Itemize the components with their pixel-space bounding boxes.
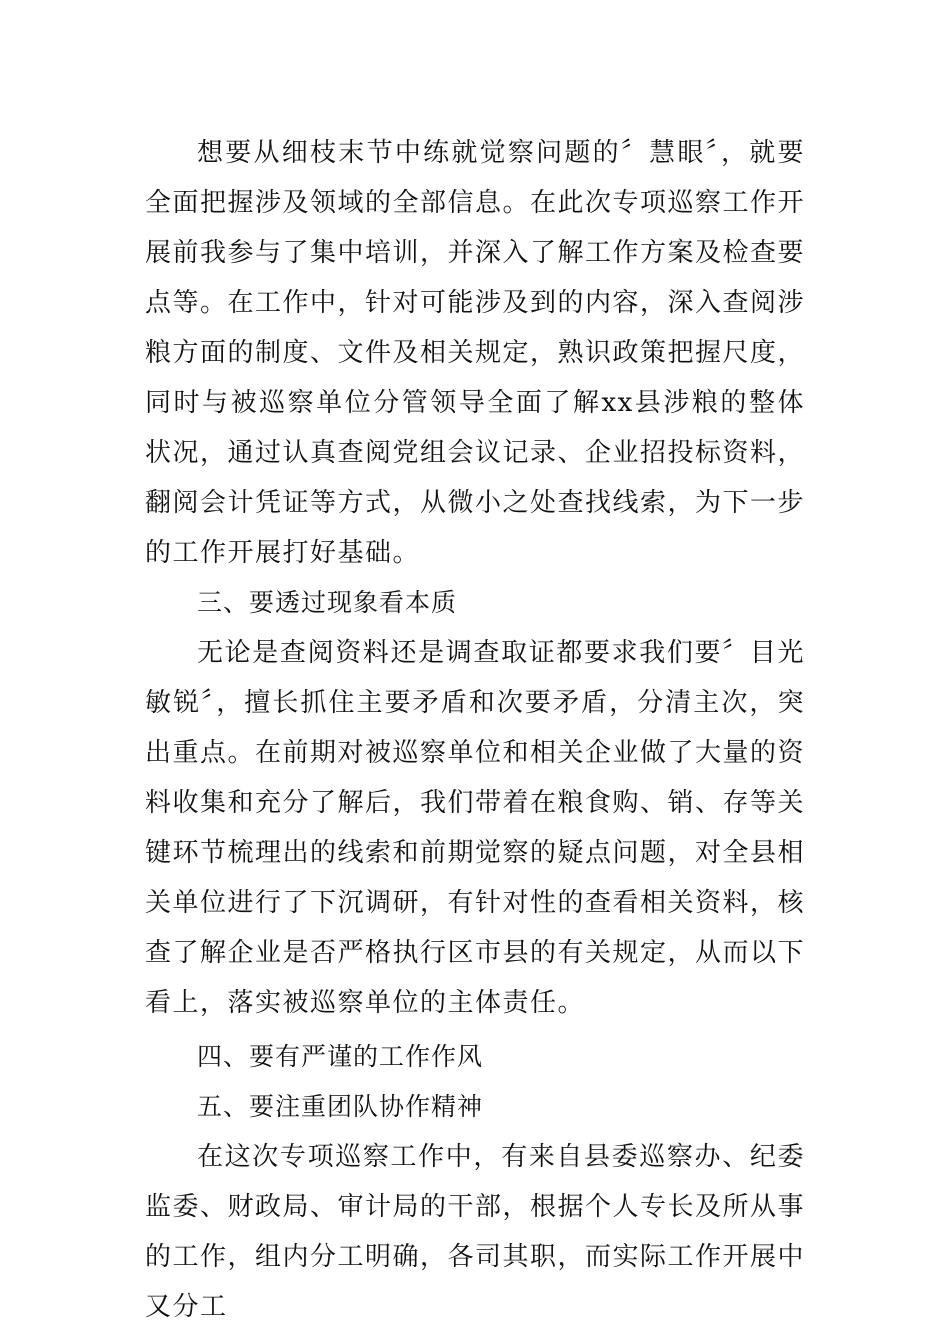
- paragraph-insight: 想要从细枝末节中练就觉察问题的〞慧眼〞，就要全面把握涉及领域的全部信息。在此次专项巡察工作开展前我参与了集中培训，并深入了解工作方案及检查要点等。在工作中，针对可能涉及到的内容，深入查阅涉粮方面的制度、文件及相关规定，熟识政策把握尺度，同时与被巡察单位分管领导全面了解xx县涉粮的整体状况，通过认真查阅党组会议记录、企业招投标资料，翻阅会计凭证等方式，从微小之处查找线索，为下一步的工作开展打好基础。: [145, 138, 806, 568]
- document-body: [145, 128, 805, 1332]
- heading-section-four: 四、要有严谨的工作作风: [197, 1042, 484, 1071]
- paragraph-focus: 无论是查阅资料还是调查取证都要求我们要〞目光敏锐〞，擅长抓住主要矛盾和次要矛盾，分清主次，突出重点。在前期对被巡察单位和相关企业做了大量的资料收集和充分了解后，我们带着在粮食购、销、存等关键环节梳理出的线索和前期觉察的疑点问题，对全县相关单位进行了下沉调研，有针对性的查看相关资料，核查了解企业是否严格执行区市县的有关规定，从而以下看上，落实被巡察单位的主体责任。: [145, 638, 806, 1018]
- paragraph-teamwork: 在这次专项巡察工作中，有来自县委巡察办、纪委监委、财政局、审计局的干部，根据个人专长及所从事的工作，组内分工明确，各司其职，而实际工作开展中又分工: [145, 1142, 806, 1322]
- heading-section-three: 三、要透过现象看本质: [197, 588, 458, 617]
- heading-section-five: 五、要注重团队协作精神: [197, 1092, 484, 1121]
